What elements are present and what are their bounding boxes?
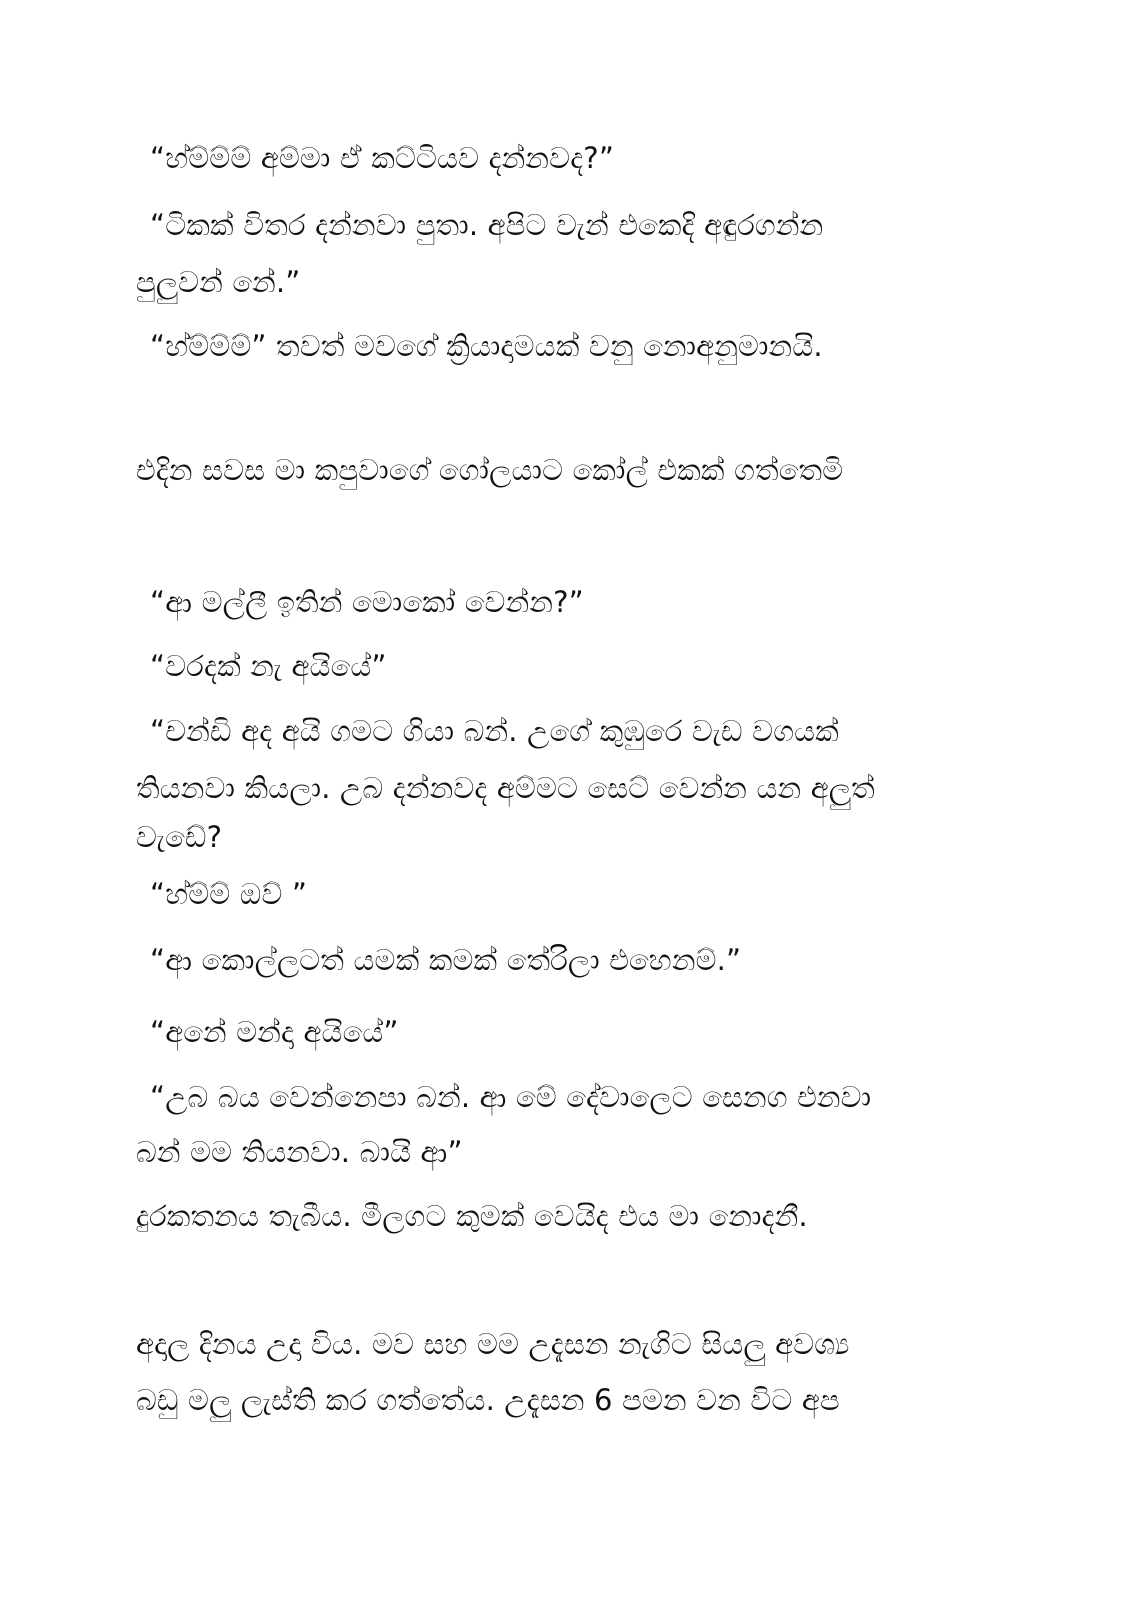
paragraph-line: තියනවා කියලා. උබ දන්නවද අම්මට සෙට් වෙන්න යන අලුත් [136,771,875,805]
paragraph-line: “චන්ඩි අද අයි ගමට ගියා බන්. උගේ කුඹුරෙ වැඩ වගයක් [150,714,839,748]
paragraph-line: “ආ මල්ලී ඉතින් මොකෝ වෙන්න?” [150,585,584,619]
paragraph-line: “හ්ම්ම්ම් අම්මා ඒ කට්ටියව දන්නවද?” [150,141,615,175]
paragraph-line: “හ්ම්ම්ම්” තවත් මවගේ ක්‍රියාදාමයක් වනු නොඅනුමානයි. [150,329,823,363]
paragraph-line: බඩු මලු ලැස්ති කර ගත්තේය. උදැසන 6 පමන වන විට අප [136,1383,840,1417]
paragraph-line: “ආ කොල්ලටත් යමක් කමක් තේරිලා එහෙනම්.” [150,943,742,977]
paragraph-line: එදින සවස මා කපුවාගේ ගෝලයාට කෝල් එකක් ගත්තෙමි [136,453,844,487]
paragraph-line: බන් මම තියනවා. බායි ආ” [136,1135,463,1169]
paragraph-line: “ටිකක් විතර දන්නවා පුතා. අපිට වැන් එකෙදි අඳුරගන්න [150,208,824,242]
paragraph-line: අදාල දිනය උදා විය. මව සහ මම උදැසන නැගිට සියලු අවශ්‍ය [136,1327,850,1361]
paragraph-line: වැඩේ? [136,820,223,854]
paragraph-line: “උබ බය වෙන්නෙපා බන්. ආ මේ දේවාලෙට සෙනග එනවා [150,1080,872,1114]
paragraph-line: දුරකතනය තැබීය. මීලගට කුමක් වෙයිද එය මා නොදනී. [136,1199,808,1233]
paragraph-line: “අනේ මන්දා අයියේ” [150,1015,399,1049]
paragraph-line: “හ්ම්ම් ඔව් ” [150,877,308,911]
paragraph-line: පුලුවන් නේ.” [136,265,301,299]
paragraph-line: “වරදක් නැ අයියේ” [150,649,387,683]
